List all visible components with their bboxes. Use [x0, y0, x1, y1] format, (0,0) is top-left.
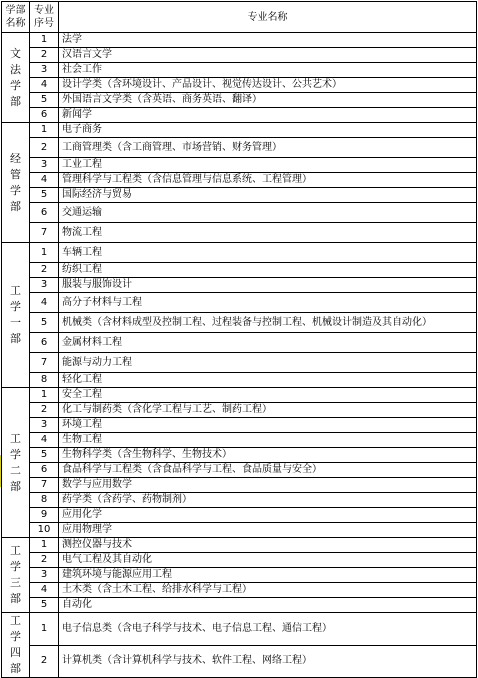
major-name-cell: 国际经济与贸易 — [59, 188, 477, 203]
table-row — [2, 463, 477, 478]
table-row — [2, 173, 477, 188]
table-row — [2, 243, 477, 263]
major-seq-cell: 3 — [30, 568, 59, 583]
major-name-cell: 法学 — [59, 33, 477, 48]
major-name-cell: 工商管理类（含工商管理、市场营销、财务管理） — [59, 138, 477, 158]
table-row — [2, 63, 477, 78]
major-name-cell: 应用化学 — [59, 508, 477, 523]
major-name-cell: 车辆工程 — [59, 243, 477, 263]
table-row — [2, 553, 477, 568]
table-row — [2, 568, 477, 583]
major-seq-cell: 5 — [30, 313, 59, 333]
major-name-cell: 电气工程及其自动化 — [59, 553, 477, 568]
major-seq-cell: 3 — [30, 63, 59, 78]
major-seq-cell: 5 — [30, 448, 59, 463]
dept-name-cell: 工 学 四 部 — [2, 613, 30, 678]
dept-name-cell: 工 学 二 部 — [2, 388, 30, 538]
major-name-cell: 金属材料工程 — [59, 333, 477, 353]
table-row — [2, 93, 477, 108]
major-name-cell: 安全工程 — [59, 388, 477, 403]
major-name-cell: 建筑环境与能源应用工程 — [59, 568, 477, 583]
table-row — [2, 108, 477, 123]
major-seq-cell: 2 — [30, 48, 59, 63]
major-name-cell: 环境工程 — [59, 418, 477, 433]
major-seq-cell: 1 — [30, 538, 59, 553]
major-name-cell: 管理科学与工程类（含信息管理与信息系统、工程管理） — [59, 173, 477, 188]
major-name-cell: 自动化 — [59, 598, 477, 613]
major-name-cell: 高分子材料与工程 — [59, 293, 477, 313]
major-name-cell: 土木类（含土木工程、给排水科学与工程） — [59, 583, 477, 598]
table-row — [2, 523, 477, 538]
major-name-cell: 汉语言文学 — [59, 48, 477, 63]
major-seq-cell: 5 — [30, 188, 59, 203]
major-seq-cell: 2 — [30, 645, 59, 678]
major-name-cell: 生物工程 — [59, 433, 477, 448]
table-row — [2, 278, 477, 293]
header-dept: 学部 名称 — [2, 2, 30, 33]
table-row — [2, 333, 477, 353]
major-name-cell: 生物科学类（含生物科学、生物技术） — [59, 448, 477, 463]
table-row — [2, 613, 477, 646]
major-seq-cell: 1 — [30, 388, 59, 403]
table-row — [2, 203, 477, 223]
table-row — [2, 493, 477, 508]
major-name-cell: 食品科学与工程类（含食品科学与工程、食品质量与安全） — [59, 463, 477, 478]
major-seq-cell: 4 — [30, 293, 59, 313]
major-seq-cell: 4 — [30, 173, 59, 188]
table-row — [2, 313, 477, 333]
major-seq-cell: 6 — [30, 463, 59, 478]
major-seq-cell: 5 — [30, 598, 59, 613]
major-seq-cell: 7 — [30, 478, 59, 493]
table-row — [2, 263, 477, 278]
table-row — [2, 33, 477, 48]
major-name-cell: 电子信息类（含电子科学与技术、电子信息工程、通信工程） — [59, 613, 477, 646]
major-name-cell: 新闻学 — [59, 108, 477, 123]
table-row — [2, 403, 477, 418]
table-row — [2, 353, 477, 373]
table-row — [2, 48, 477, 63]
major-seq-cell: 10 — [30, 523, 59, 538]
major-seq-cell: 8 — [30, 373, 59, 388]
major-seq-cell: 1 — [30, 123, 59, 138]
header-name: 专业名称 — [59, 2, 477, 33]
major-seq-cell: 1 — [30, 243, 59, 263]
table-row — [2, 188, 477, 203]
table-row — [2, 388, 477, 403]
table-row — [2, 158, 477, 173]
major-name-cell: 交通运输 — [59, 203, 477, 223]
major-seq-cell: 7 — [30, 353, 59, 373]
major-seq-cell: 2 — [30, 403, 59, 418]
major-seq-cell: 7 — [30, 223, 59, 243]
table-row — [2, 223, 477, 243]
major-name-cell: 测控仪器与技术 — [59, 538, 477, 553]
table-row — [2, 138, 477, 158]
table-row — [2, 418, 477, 433]
dept-name-cell: 工 学 三 部 — [2, 538, 30, 613]
table-row — [2, 433, 477, 448]
major-name-cell: 工业工程 — [59, 158, 477, 173]
major-name-cell: 应用物理学 — [59, 523, 477, 538]
major-name-cell: 数学与应用数学 — [59, 478, 477, 493]
header-seq: 专业 序号 — [30, 2, 59, 33]
major-name-cell: 化工与制药类（含化学工程与工艺、制药工程） — [59, 403, 477, 418]
dept-name-cell: 经 管 学 部 — [2, 123, 30, 243]
major-seq-cell: 5 — [30, 93, 59, 108]
table-row — [2, 78, 477, 93]
dept-name-cell: 文 法 学 部 — [2, 33, 30, 123]
major-seq-cell: 6 — [30, 203, 59, 223]
major-seq-cell: 3 — [30, 418, 59, 433]
major-name-cell: 药学类（含药学、药物制剂） — [59, 493, 477, 508]
dept-name-cell: 工 学 一 部 — [2, 243, 30, 388]
table-row — [2, 448, 477, 463]
major-name-cell: 电子商务 — [59, 123, 477, 138]
major-name-cell: 纺织工程 — [59, 263, 477, 278]
major-seq-cell: 6 — [30, 333, 59, 353]
major-seq-cell: 8 — [30, 493, 59, 508]
major-seq-cell: 2 — [30, 138, 59, 158]
major-seq-cell: 1 — [30, 33, 59, 48]
table-row — [2, 373, 477, 388]
major-name-cell: 服装与服饰设计 — [59, 278, 477, 293]
header-row — [2, 2, 477, 33]
major-seq-cell: 4 — [30, 433, 59, 448]
major-name-cell: 外国语言文学类（含英语、商务英语、翻译） — [59, 93, 477, 108]
table-row — [2, 645, 477, 678]
major-name-cell: 设计学类（含环境设计、产品设计、视觉传达设计、公共艺术） — [59, 78, 477, 93]
major-seq-cell: 2 — [30, 553, 59, 568]
major-seq-cell: 3 — [30, 278, 59, 293]
table-row — [2, 508, 477, 523]
major-name-cell: 机械类（含材料成型及控制工程、过程装备与控制工程、机械设计制造及其自动化） — [59, 313, 477, 333]
table-row — [2, 538, 477, 553]
table-row — [2, 123, 477, 138]
major-seq-cell: 6 — [30, 108, 59, 123]
majors-table — [1, 1, 477, 678]
major-seq-cell: 4 — [30, 78, 59, 93]
table-row — [2, 293, 477, 313]
major-name-cell: 计算机类（含计算机科学与技术、软件工程、网络工程） — [59, 645, 477, 678]
major-name-cell: 社会工作 — [59, 63, 477, 78]
table-row — [2, 478, 477, 493]
major-name-cell: 能源与动力工程 — [59, 353, 477, 373]
table-row — [2, 598, 477, 613]
major-name-cell: 物流工程 — [59, 223, 477, 243]
major-seq-cell: 4 — [30, 583, 59, 598]
major-name-cell: 轻化工程 — [59, 373, 477, 388]
major-seq-cell: 3 — [30, 158, 59, 173]
major-seq-cell: 1 — [30, 613, 59, 646]
major-seq-cell: 2 — [30, 263, 59, 278]
major-seq-cell: 9 — [30, 508, 59, 523]
